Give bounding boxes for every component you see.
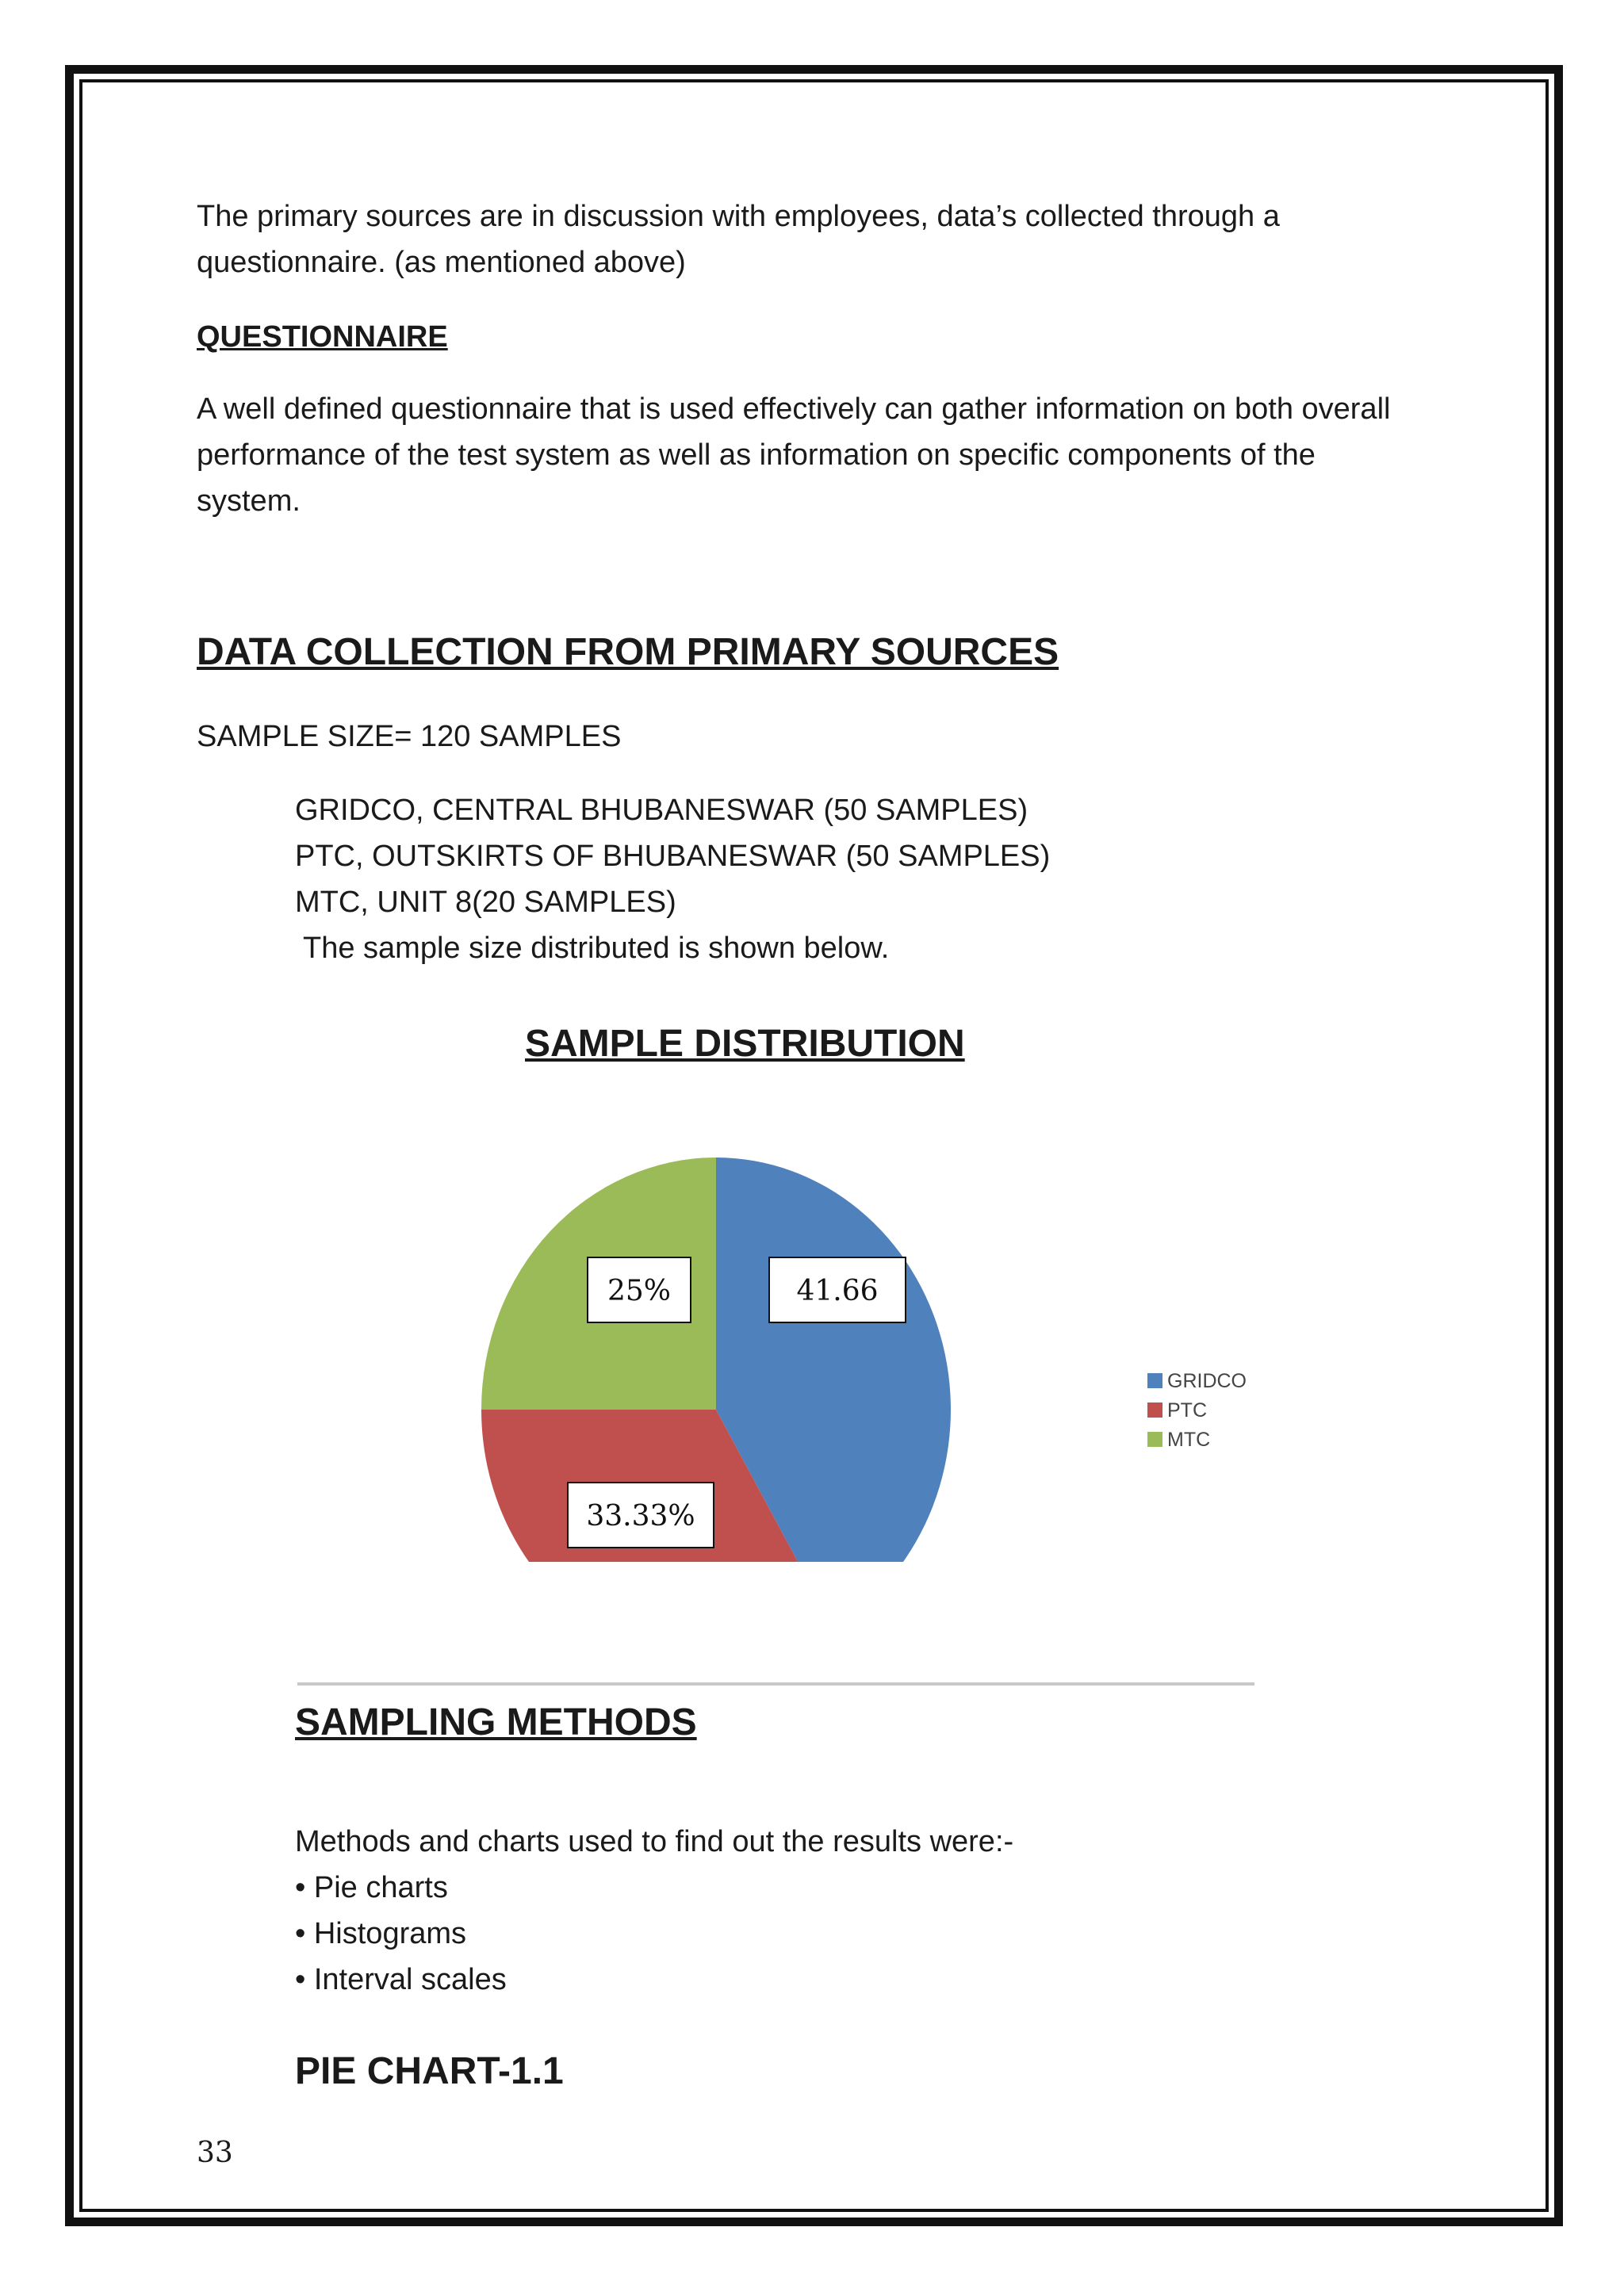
sample-size-text: SAMPLE SIZE= 120 SAMPLES — [197, 720, 622, 753]
data-collection-heading: DATA COLLECTION FROM PRIMARY SOURCES — [197, 631, 1059, 673]
questionnaire-heading: QUESTIONNAIRE — [197, 320, 448, 354]
data-label: 41.66 — [796, 1275, 879, 1307]
paragraph-line: A well defined questionnaire that is used effectively can gather information on both overall — [197, 392, 1391, 426]
paragraph-line: system. — [197, 484, 301, 518]
chart-divider — [297, 1682, 1254, 1686]
methods-intro: Methods and charts used to find out the results were:- — [295, 1825, 1014, 1858]
sample-note: The sample size distributed is shown below. — [303, 932, 890, 965]
sample-list-item: PTC, OUTSKIRTS OF BHUBANESWAR (50 SAMPLES) — [295, 840, 1051, 873]
legend-swatch — [1147, 1402, 1162, 1418]
legend-label: PTC — [1167, 1399, 1207, 1422]
paragraph-line: The primary sources are in discussion with employees, data’s collected through a — [197, 200, 1280, 233]
methods-bullet: • Histograms — [295, 1917, 467, 1950]
legend-swatch — [1147, 1373, 1162, 1388]
data-label: 25% — [607, 1275, 672, 1307]
sample-list-item: MTC, UNIT 8(20 SAMPLES) — [295, 886, 676, 919]
methods-bullet: • Pie charts — [295, 1871, 448, 1904]
paragraph-line: questionnaire. (as mentioned above) — [197, 246, 686, 279]
sample-list-item: GRIDCO, CENTRAL BHUBANESWAR (50 SAMPLES) — [295, 794, 1028, 827]
legend-swatch — [1147, 1432, 1162, 1447]
legend-label: GRIDCO — [1167, 1370, 1247, 1392]
methods-bullet: • Interval scales — [295, 1963, 507, 1996]
page-number: 33 — [197, 2137, 233, 2169]
paragraph-line: performance of the test system as well as information on specific components of the — [197, 438, 1316, 472]
sampling-methods-heading: SAMPLING METHODS — [295, 1701, 697, 1743]
data-label: 33.33% — [586, 1500, 695, 1533]
legend-label: MTC — [1167, 1429, 1211, 1451]
pie-chart-heading: PIE CHART-1.1 — [295, 2050, 564, 2092]
pie-chart — [444, 1134, 1261, 1562]
chart-title: SAMPLE DISTRIBUTION — [525, 1023, 965, 1065]
